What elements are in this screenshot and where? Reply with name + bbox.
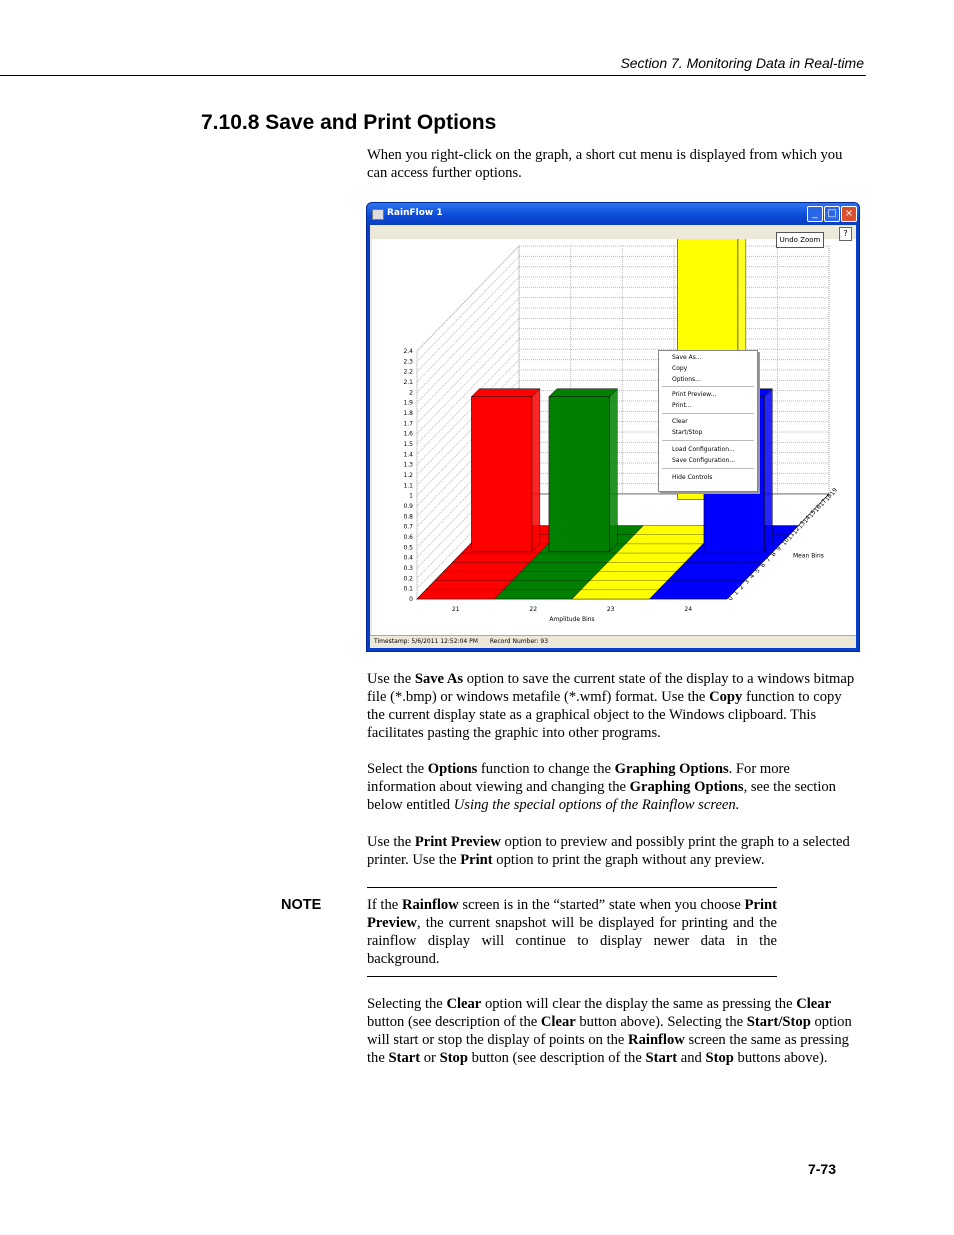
paragraph-print-preview: Use the Print Preview option to preview and possibly print the graph to a selected printer. Use the Print option to print the graph without any preview. [367,834,850,868]
paragraph-clear: Selecting the Clear option will clear the display the same as pressing the Clear button (see description of the Clear button above). Selecting the Start/Stop option will start or stop the display of points on the Rainflow screen the same as pressing the Start or Stop button (see description of the Start and Stop buttons above). [367,996,852,1066]
y-tick-label: 0 [409,596,413,603]
y-tick-label: 0.8 [403,513,413,521]
menu-item-copy[interactable]: Copy [672,365,688,372]
y-tick-label: 0.7 [403,523,413,531]
app-icon [372,209,384,220]
menu-item-print[interactable]: Print... [672,402,692,409]
menu-item-print-preview[interactable]: Print Preview... [672,391,717,398]
minimize-button[interactable]: _ [807,206,823,222]
status-timestamp: Timestamp: 5/6/2011 12:52:04 PM [374,638,478,645]
note-box [367,887,777,977]
note-label: NOTE [281,897,322,913]
z-tick-label: 9 [775,545,784,553]
x-tick-label: 22 [529,606,538,613]
bar-top-22 [549,389,617,397]
undo-zoom-button[interactable]: Undo Zoom [776,232,824,248]
rainflow-chart[interactable] [372,239,856,636]
menu-item-start-stop[interactable]: Start/Stop [672,429,703,436]
z-axis-label: Mean Bins [792,552,824,560]
status-bar [370,635,856,648]
menu-separator [662,386,754,387]
page-number: 7-73 [807,1161,836,1177]
z-tick-label: 18 [823,492,834,503]
y-tick-label: 1.4 [403,451,413,459]
z-tick-label: 6 [759,561,768,569]
bar-22 [549,397,609,552]
x-axis-label: Amplitude Bins [549,616,595,623]
close-button[interactable]: × [841,206,857,222]
paragraph-options: Select the Options function to change the Graphing Options. For more information about viewing and changing the Graphing Options, see the section below entitled Using the special options of the Rainflow screen. [367,761,836,813]
y-tick-label: 0.1 [403,585,413,593]
y-tick-label: 1.7 [403,420,413,428]
y-tick-label: 2.3 [403,358,413,366]
y-tick-label: 1.9 [403,399,413,407]
y-tick-label: 2 [409,389,413,397]
bar-side-21 [532,389,540,552]
y-tick-label: 1.2 [403,472,413,479]
help-button[interactable]: ? [839,227,852,241]
menu-separator [662,413,754,414]
z-tick-label: 16 [812,503,823,514]
x-tick-label: 24 [684,606,693,613]
context-menu [658,350,758,492]
y-tick-label: 0.6 [403,534,413,541]
z-tick-label: 2 [737,583,746,592]
z-tick-label: 3 [743,578,751,586]
menu-item-options[interactable]: Options... [672,376,701,383]
section-title: 7.10.8 Save and Print Options [201,111,497,134]
window-client [370,225,856,648]
z-tick-label: 1 [732,589,741,597]
menu-item-load-configuration[interactable]: Load Configuration... [672,446,735,453]
running-header: Section 7. Monitoring Data in Real-time [620,55,864,71]
z-tick-label: 17 [818,497,829,509]
menu-separator [662,440,754,441]
y-tick-label: 2.2 [403,368,413,376]
z-tick-label: 10 [780,536,791,547]
menu-item-save-as[interactable]: Save As... [672,354,702,361]
menu-item-save-configuration[interactable]: Save Configuration... [672,457,736,464]
y-tick-label: 1.5 [403,441,413,448]
window-title: RainFlow 1 [387,208,443,218]
rainflow-window [366,202,860,652]
bar-side-22 [609,389,617,552]
z-tick-label: 8 [769,550,778,558]
z-tick-label: 4 [748,572,757,581]
y-tick-label: 1.8 [403,410,413,417]
z-tick-label: 0 [726,594,735,603]
menu-separator [662,468,754,469]
z-tick-label: 11 [785,531,797,542]
x-tick-label: 21 [451,606,460,613]
note-text: If the Rainflow screen is in the “started” state when you choose Print Preview, the current snapshot will be displayed for printing and the rainflow display will continue to display newer data in the background. [367,897,777,967]
header-rule [0,75,866,76]
z-tick-label: 19 [828,486,840,498]
y-tick-label: 0.2 [403,575,413,583]
plot-area[interactable] [372,239,856,636]
y-tick-label: 1 [409,492,413,500]
menu-item-clear[interactable]: Clear [672,418,688,425]
z-tick-label: 13 [796,520,807,531]
y-tick-label: 0.3 [403,565,413,572]
x-tick-label: 23 [606,606,615,613]
y-tick-label: 2.4 [403,348,413,355]
y-tick-label: 2.1 [403,379,413,386]
y-tick-label: 0.4 [403,554,413,562]
y-tick-label: 0.9 [403,503,413,510]
bar-top-21 [471,389,539,397]
status-record-number: Record Number: 93 [489,638,549,645]
y-tick-label: 1.3 [403,461,413,469]
window-titlebar [367,203,859,225]
z-tick-label: 15 [807,508,818,520]
maximize-button[interactable]: □ [824,206,840,222]
bar-side-24 [764,389,772,552]
intro-paragraph: When you right-click on the graph, a short cut menu is displayed from which you can access further options. [367,147,843,181]
bar-21 [471,397,531,552]
y-tick-label: 1.1 [403,482,413,490]
z-tick-label: 12 [791,525,802,536]
z-tick-label: 7 [764,556,773,564]
menu-item-hide-controls[interactable]: Hide Controls [672,474,713,481]
z-tick-label: 14 [802,514,813,525]
y-tick-label: 1.6 [403,430,413,438]
y-tick-label: 0.5 [403,544,413,552]
paragraph-save-as: Use the Save As option to save the current state of the display to a windows bitmap file (*.bmp) or windows metafile (*.wmf) format. Use the Copy function to copy the current display state as a graphical object to the Windows clipboard. This facilitates pasting the graphic into other programs. [367,671,855,741]
z-tick-label: 5 [753,567,762,575]
